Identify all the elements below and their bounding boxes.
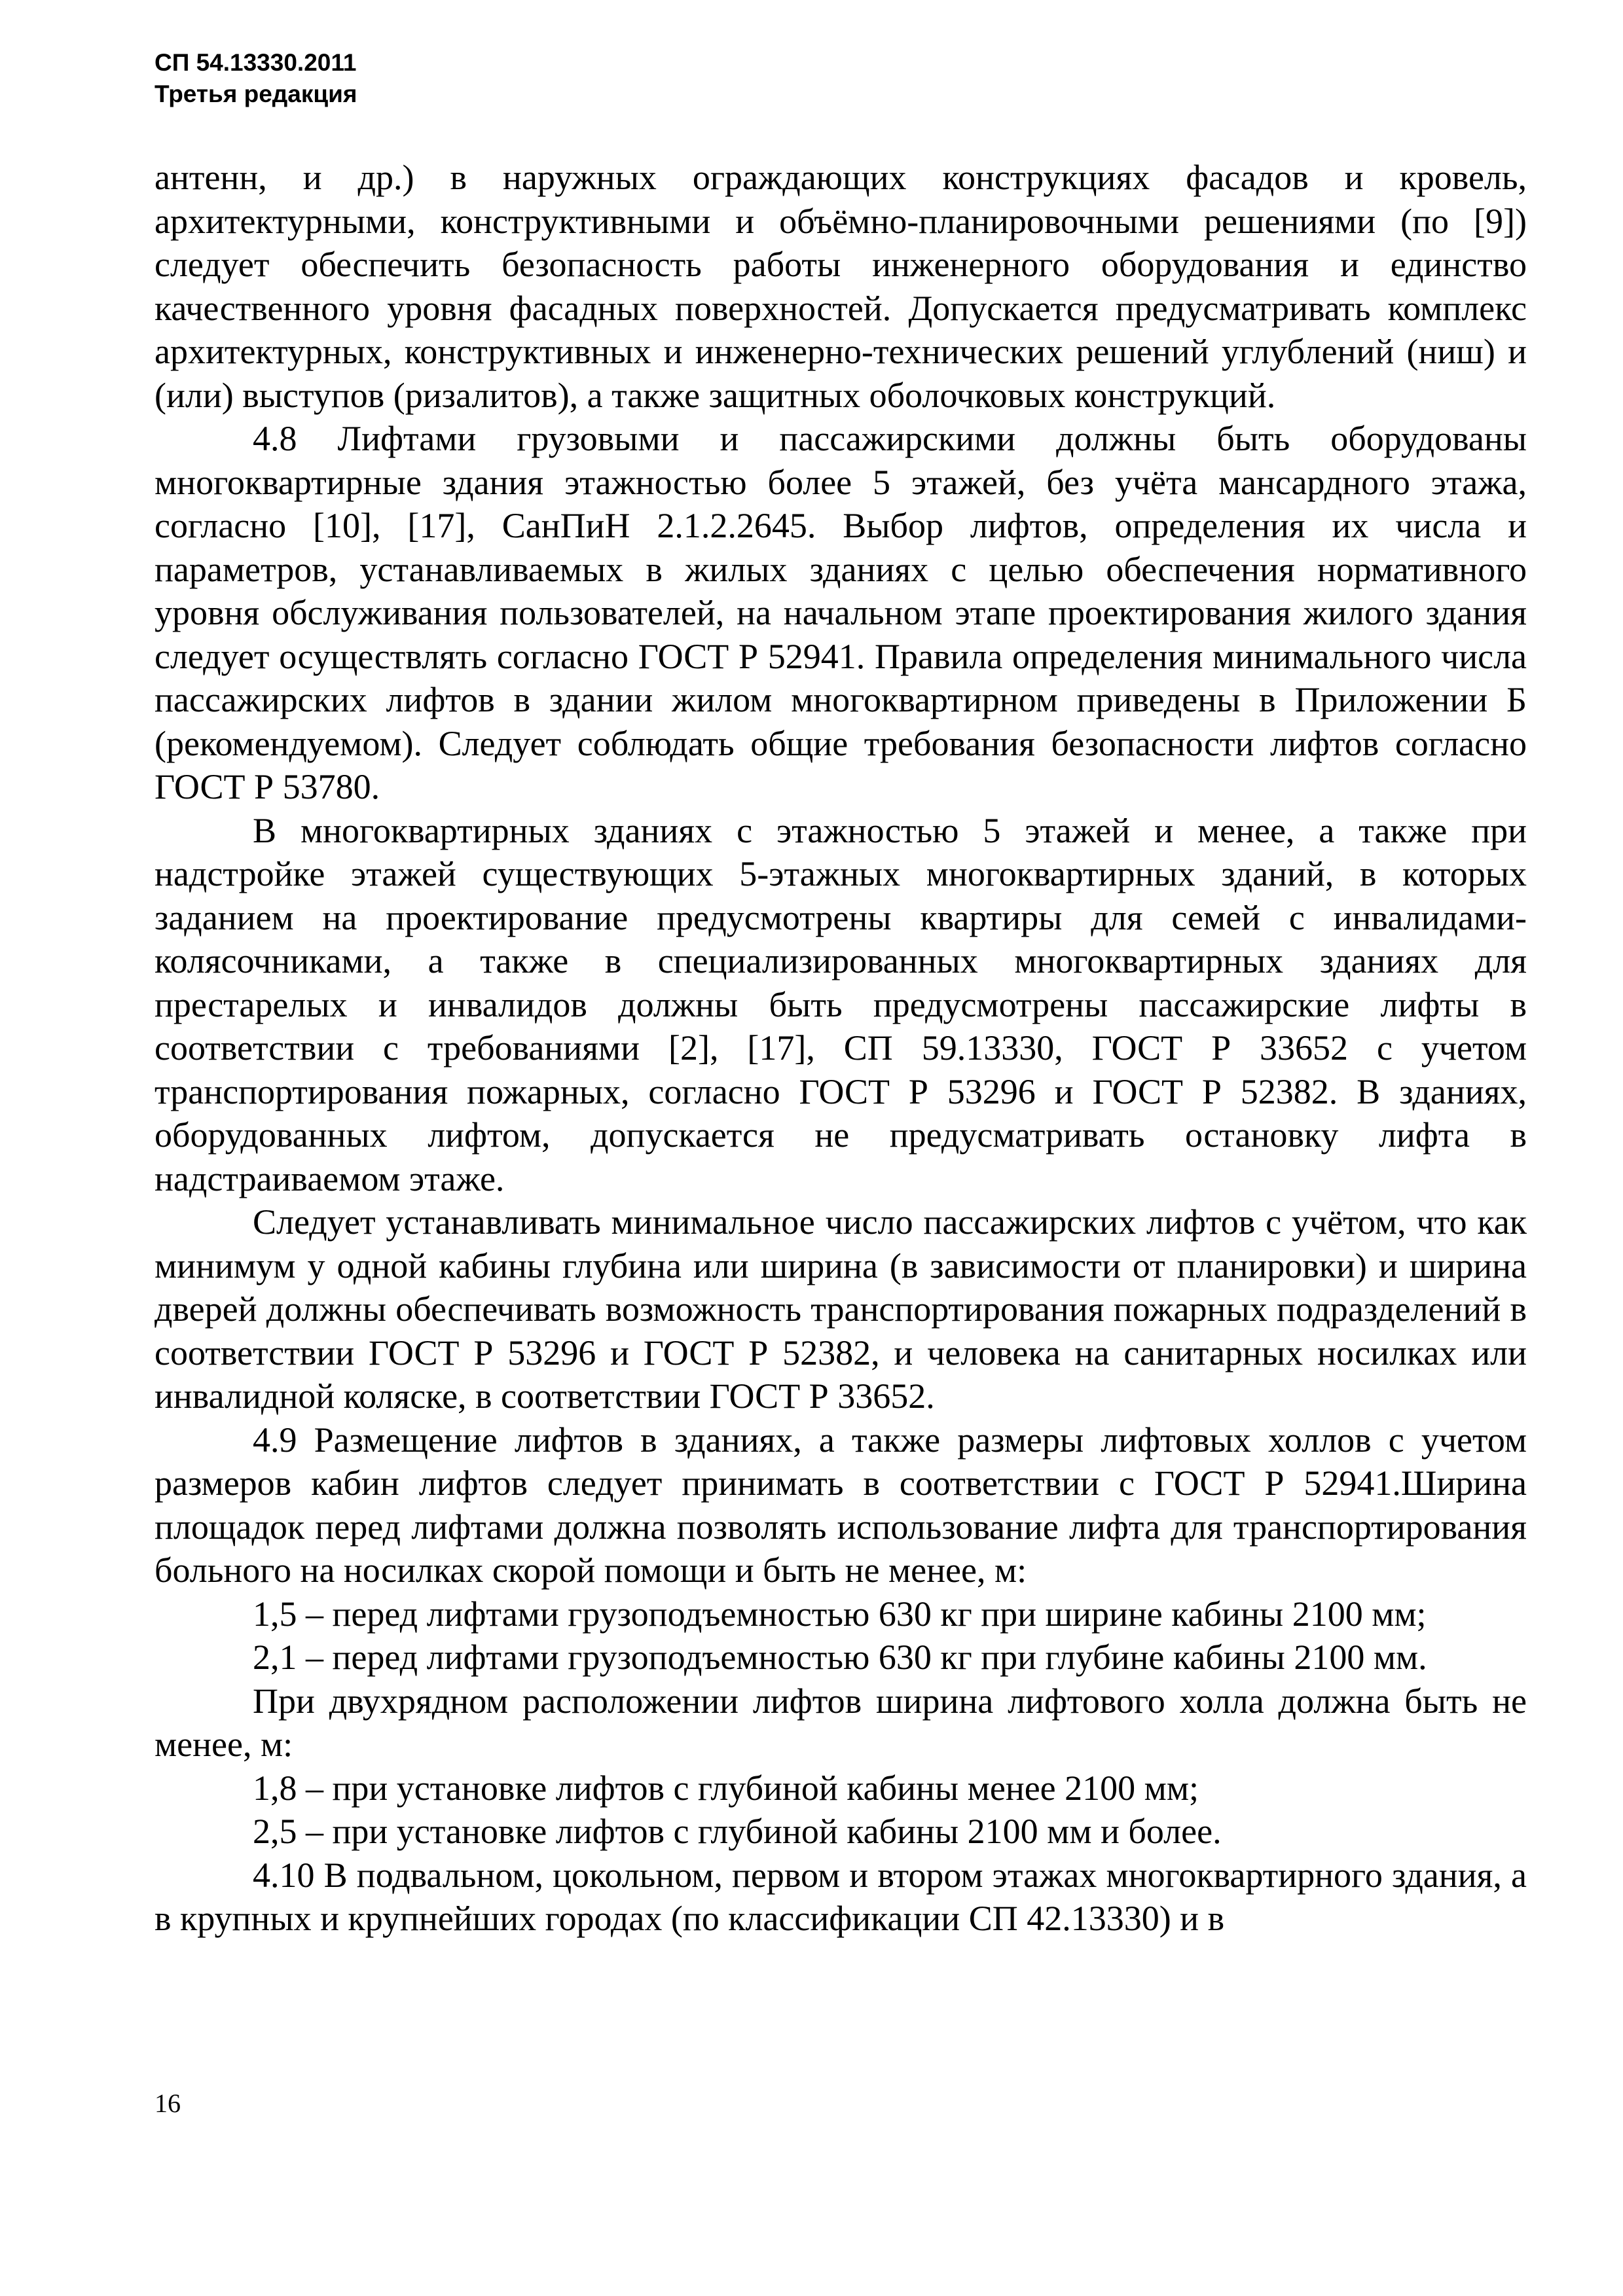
list-item: 1,8 – при установке лифтов с глубиной кабины менее 2100 мм; (253, 1768, 1199, 1808)
paragraph-4-8: 4.8 Лифтами грузовыми и пассажирскими должны быть оборудованы многоквартирные здания этажностью более 5 этажей, без учёта мансардного этажа, согласно [10], [17], СанПиН 2.1.2.2645. Выбор лифтов, определения их числа и параметров, устанавливаемых в жилых зданиях с целью обеспечения нормативного уровня обслуживания пользователей, на начальном этапе проектирования жилого здания следует осуществлять согласно ГОСТ Р 52941. Правила определения минимального числа пассажирских лифтов в здании жилом многоквартирном приведены в Приложении Б (рекомендуемом). Следует соблюдать общие требования безопасности лифтов согласно ГОСТ Р 53780. (155, 419, 1527, 806)
edition-label: Третья редакция (155, 81, 357, 107)
paragraph-two-row: При двухрядном расположении лифтов ширина лифтового холла должна быть не менее, м: (155, 1681, 1527, 1764)
document-body (155, 156, 1527, 1941)
document-header (155, 47, 357, 110)
paragraph-4-10: 4.10 В подвальном, цокольном, первом и втором этажах многоквартирного здания, а в крупных и крупнейших городах (по классификации СП 42.13330) и в (155, 1855, 1527, 1938)
list-item: 2,5 – при установке лифтов с глубиной кабины 2100 мм и более. (253, 1812, 1222, 1851)
page-number: 16 (155, 2089, 181, 2118)
paragraph-4-9: 4.9 Размещение лифтов в зданиях, а также размеры лифтовых холлов с учетом размеров кабин лифтов следует принимать в соответствии с ГОСТ Р 52941.Ширина площадок перед лифтами должна позволять использование лифта для транспортирования больного на носилках скорой помощи и быть не менее, м: (155, 1420, 1527, 1590)
paragraph-low-rise-lifts: В многоквартирных зданиях с этажностью 5 этажей и менее, а также при надстройке этажей существующих 5-этажных многоквартирных зданий, в которых заданием на проектирование предусмотрены квартиры для семей с инвалидами-колясочниками, а также в специализированных многоквартирных зданиях для престарелых и инвалидов должны быть предусмотрены пассажирские лифты в соответствии с требованиями [2], [17], СП 59.13330, ГОСТ Р 33652 с учетом транспортирования пожарных, согласно ГОСТ Р 53296 и ГОСТ Р 52382. В зданиях, оборудованных лифтом, допускается не предусматривать остановку лифта в надстраиваемом этаже. (155, 810, 1527, 1198)
list-item: 2,1 – перед лифтами грузоподъемностью 630 кг при глубине кабины 2100 мм. (253, 1638, 1427, 1677)
paragraph-continuation: антенн, и др.) в наружных ограждающих конструкциях фасадов и кровель, архитектурными, конструктивными и объёмно-планировочными решениями (по [9]) следует обеспечить безопасность работы инженерного оборудования и единство качественного уровня фасадных поверхностей. Допускается предусматривать комплекс архитектурных, конструктивных и инженерно-технических решений углублений (ниш) и (или) выступов (ризалитов), а также защитных оболочковых конструкций. (155, 158, 1527, 415)
list-item: 1,5 – перед лифтами грузоподъемностью 630 кг при ширине кабины 2100 мм; (253, 1594, 1427, 1634)
paragraph-min-lifts: Следует устанавливать минимальное число пассажирских лифтов с учётом, что как минимум у одной кабины глубина или ширина (в зависимости от планировки) и ширина дверей должны обеспечивать возможность транспортирования пожарных подразделений в соответствии ГОСТ Р 53296 и ГОСТ Р 52382, и человека на санитарных носилках или инвалидной коляске, в соответствии ГОСТ Р 33652. (155, 1202, 1527, 1416)
standard-code: СП 54.13330.2011 (155, 49, 357, 76)
